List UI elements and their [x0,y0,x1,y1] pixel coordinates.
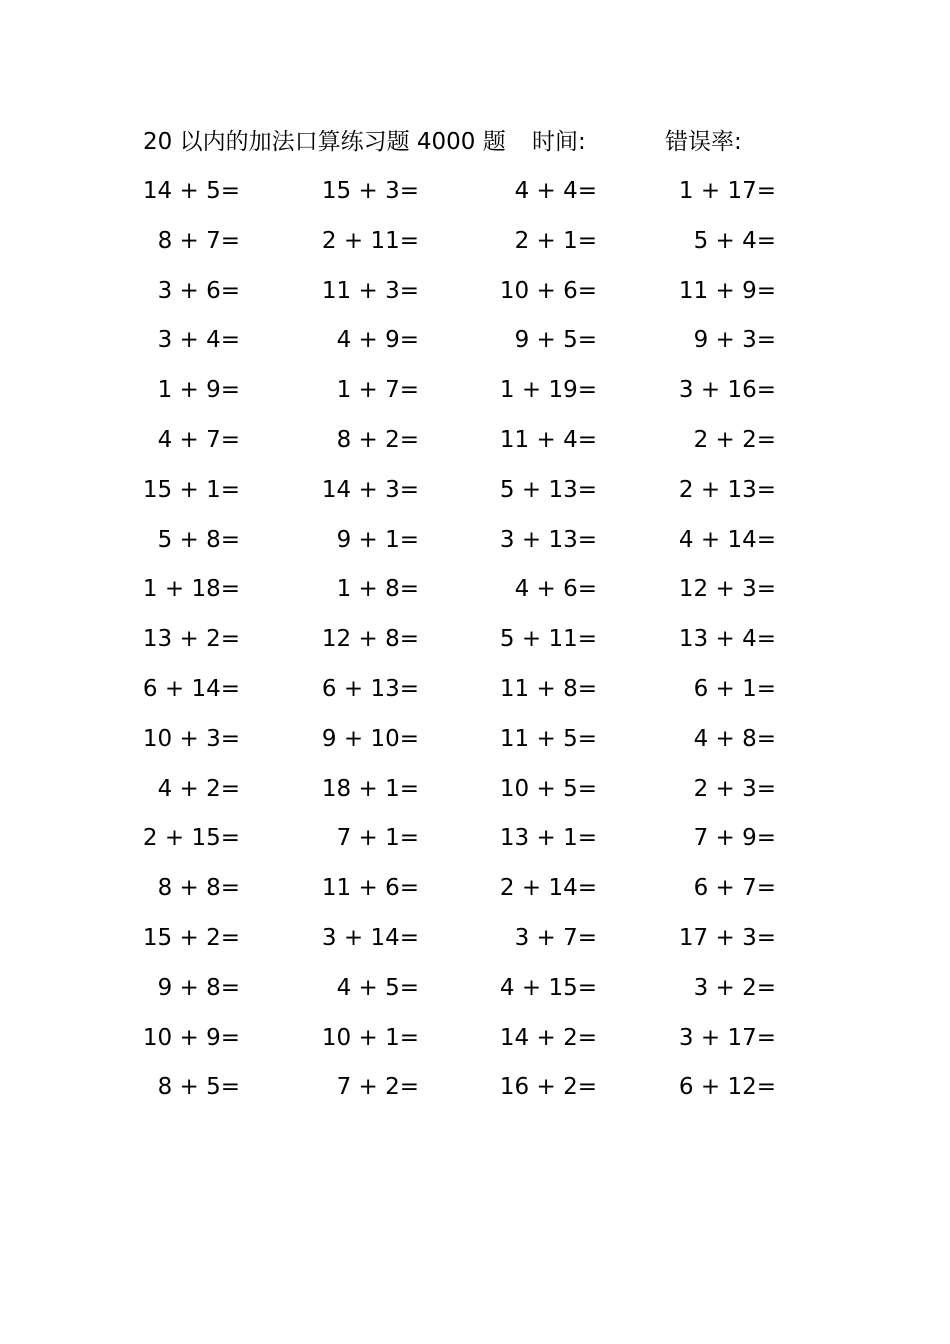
problem-cell: 2 + 14= [499,875,597,902]
problem-cell: 3 + 13= [499,526,597,553]
problem-cell: 9 + 10= [321,725,419,752]
problem-row [0,321,950,371]
problem-cell: 5 + 13= [499,476,597,503]
problem-row [0,869,950,919]
problem-cell: 11 + 8= [499,675,597,702]
time-label: 时间: [532,129,586,155]
problem-cell: 5 + 4= [693,227,776,254]
problem-cell: 11 + 5= [499,725,597,752]
problem-cell: 4 + 5= [336,974,419,1001]
problem-cell: 2 + 11= [321,227,419,254]
problem-row [0,222,950,272]
problem-row [0,770,950,820]
problem-cell: 1 + 19= [499,377,597,404]
problem-cell: 2 + 15= [142,825,240,852]
problem-grid [0,172,950,1118]
problem-cell: 10 + 6= [499,277,597,304]
problem-cell: 9 + 5= [514,327,597,354]
problem-row [0,521,950,571]
problem-cell: 10 + 3= [142,725,240,752]
problem-cell: 15 + 1= [142,476,240,503]
problem-cell: 10 + 1= [321,1024,419,1051]
problem-cell: 10 + 5= [499,775,597,802]
problem-cell: 2 + 13= [678,476,776,503]
problem-cell: 2 + 3= [693,775,776,802]
problem-cell: 16 + 2= [499,1074,597,1101]
problem-cell: 2 + 2= [693,426,776,453]
problem-cell: 6 + 14= [142,675,240,702]
problem-row [0,570,950,620]
problem-row [0,421,950,471]
problem-cell: 8 + 5= [157,1074,240,1101]
problem-row [0,919,950,969]
problem-cell: 4 + 8= [693,725,776,752]
problem-row [0,1068,950,1118]
problem-cell: 17 + 3= [678,924,776,951]
problem-cell: 5 + 8= [157,526,240,553]
problem-cell: 3 + 7= [514,924,597,951]
problem-cell: 4 + 15= [499,974,597,1001]
worksheet-header [0,124,950,160]
problem-cell: 14 + 5= [142,178,240,204]
problem-cell: 11 + 4= [499,426,597,453]
problem-row [0,371,950,421]
problem-row [0,172,950,222]
problem-cell: 11 + 6= [321,875,419,902]
worksheet-title: 20 以内的加法口算练习题 4000 题 [143,129,506,155]
problem-cell: 10 + 9= [142,1024,240,1051]
problem-cell: 6 + 7= [693,875,776,902]
problem-cell: 1 + 17= [678,178,776,204]
problem-cell: 15 + 2= [142,924,240,951]
problem-cell: 4 + 6= [514,576,597,603]
problem-cell: 6 + 13= [321,675,419,702]
problem-cell: 4 + 9= [336,327,419,354]
problem-row [0,272,950,322]
problem-row [0,670,950,720]
problem-cell: 3 + 2= [693,974,776,1001]
problem-cell: 3 + 17= [678,1024,776,1051]
problem-cell: 13 + 4= [678,626,776,653]
problem-cell: 14 + 2= [499,1024,597,1051]
problem-cell: 4 + 7= [157,426,240,453]
error-rate-label: 错误率: [665,129,742,155]
problem-cell: 4 + 14= [678,526,776,553]
problem-cell: 6 + 12= [678,1074,776,1101]
problem-cell: 5 + 11= [499,626,597,653]
problem-row [0,969,950,1019]
problem-row [0,1019,950,1069]
problem-cell: 7 + 1= [336,825,419,852]
problem-cell: 4 + 2= [157,775,240,802]
problem-cell: 15 + 3= [321,178,419,204]
problem-cell: 12 + 3= [678,576,776,603]
problem-cell: 9 + 8= [157,974,240,1001]
problem-cell: 14 + 3= [321,476,419,503]
problem-cell: 8 + 7= [157,227,240,254]
problem-cell: 4 + 4= [514,178,597,204]
problem-cell: 9 + 3= [693,327,776,354]
problem-cell: 9 + 1= [336,526,419,553]
problem-cell: 1 + 18= [142,576,240,603]
problem-cell: 11 + 3= [321,277,419,304]
problem-row [0,620,950,670]
problem-row [0,471,950,521]
problem-cell: 3 + 16= [678,377,776,404]
problem-cell: 1 + 7= [336,377,419,404]
problem-cell: 1 + 9= [157,377,240,404]
problem-cell: 13 + 1= [499,825,597,852]
problem-cell: 8 + 2= [336,426,419,453]
problem-cell: 3 + 4= [157,327,240,354]
problem-cell: 7 + 9= [693,825,776,852]
problem-cell: 3 + 14= [321,924,419,951]
problem-row [0,819,950,869]
problem-cell: 11 + 9= [678,277,776,304]
problem-row [0,720,950,770]
problem-cell: 3 + 6= [157,277,240,304]
problem-cell: 2 + 1= [514,227,597,254]
problem-cell: 18 + 1= [321,775,419,802]
problem-cell: 6 + 1= [693,675,776,702]
problem-cell: 12 + 8= [321,626,419,653]
problem-cell: 8 + 8= [157,875,240,902]
problem-cell: 13 + 2= [142,626,240,653]
problem-cell: 1 + 8= [336,576,419,603]
problem-cell: 7 + 2= [336,1074,419,1101]
